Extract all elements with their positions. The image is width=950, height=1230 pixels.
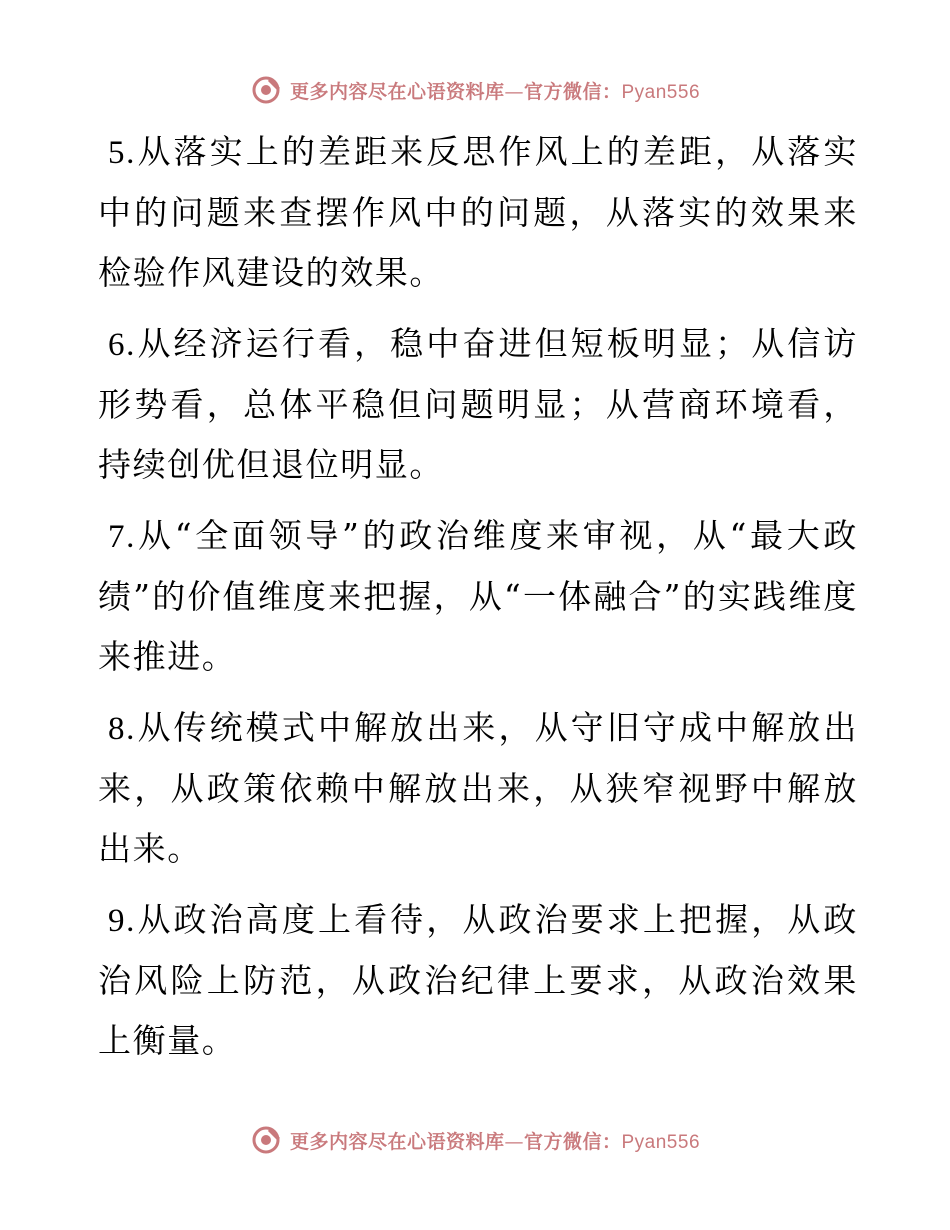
watermark-cn: 更多内容尽在心语资料库 — [289, 1130, 505, 1153]
watermark-wechat-id: Pyan556 — [621, 1131, 701, 1153]
item-number: 9. — [108, 903, 136, 939]
watermark-text — [290, 1127, 700, 1154]
item-number: 7. — [108, 519, 136, 555]
list-item — [98, 890, 858, 1071]
watermark-wechat-id: Pyan556 — [621, 81, 701, 103]
list-item — [98, 314, 858, 495]
list-item — [98, 698, 858, 879]
header-watermark-banner — [0, 70, 950, 110]
pen-seal-icon — [250, 1124, 282, 1156]
watermark-text — [290, 77, 700, 104]
item-text: 从经济运行看，稳中奋进但短板明显；从信访形势看，总体平稳但问题明显；从营商环境看，持续创优但退位明显。 — [98, 324, 858, 484]
watermark-dash: — — [504, 80, 524, 103]
item-text: 从政治高度上看待，从政治要求上把握，从政治风险上防范，从政治纪律上要求，从政治效果上衡量。 — [98, 900, 858, 1060]
item-text: 从落实上的差距来反思作风上的差距，从落实中的问题来查摆作风中的问题，从落实的效果来检验作风建设的效果。 — [98, 132, 858, 292]
list-item — [98, 122, 858, 303]
item-number: 6. — [108, 327, 136, 363]
list-item — [98, 506, 858, 687]
item-text: 从传统模式中解放出来，从守旧守成中解放出来，从政策依赖中解放出来，从狭窄视野中解放出来。 — [98, 708, 858, 868]
document-body — [98, 122, 858, 1082]
watermark-dash: — — [504, 1130, 524, 1153]
pen-seal-icon — [250, 74, 282, 106]
watermark-cn: 更多内容尽在心语资料库 — [289, 80, 505, 103]
item-text: 从“全面领导”的政治维度来审视，从“最大政绩”的价值维度来把握，从“一体融合”的实践维度来推进。 — [98, 516, 858, 676]
footer-watermark-banner — [0, 1120, 950, 1160]
item-number: 8. — [108, 711, 136, 747]
watermark-wechat-label: 官方微信： — [523, 1130, 622, 1153]
watermark-wechat-label: 官方微信： — [523, 80, 622, 103]
item-number: 5. — [108, 135, 136, 171]
